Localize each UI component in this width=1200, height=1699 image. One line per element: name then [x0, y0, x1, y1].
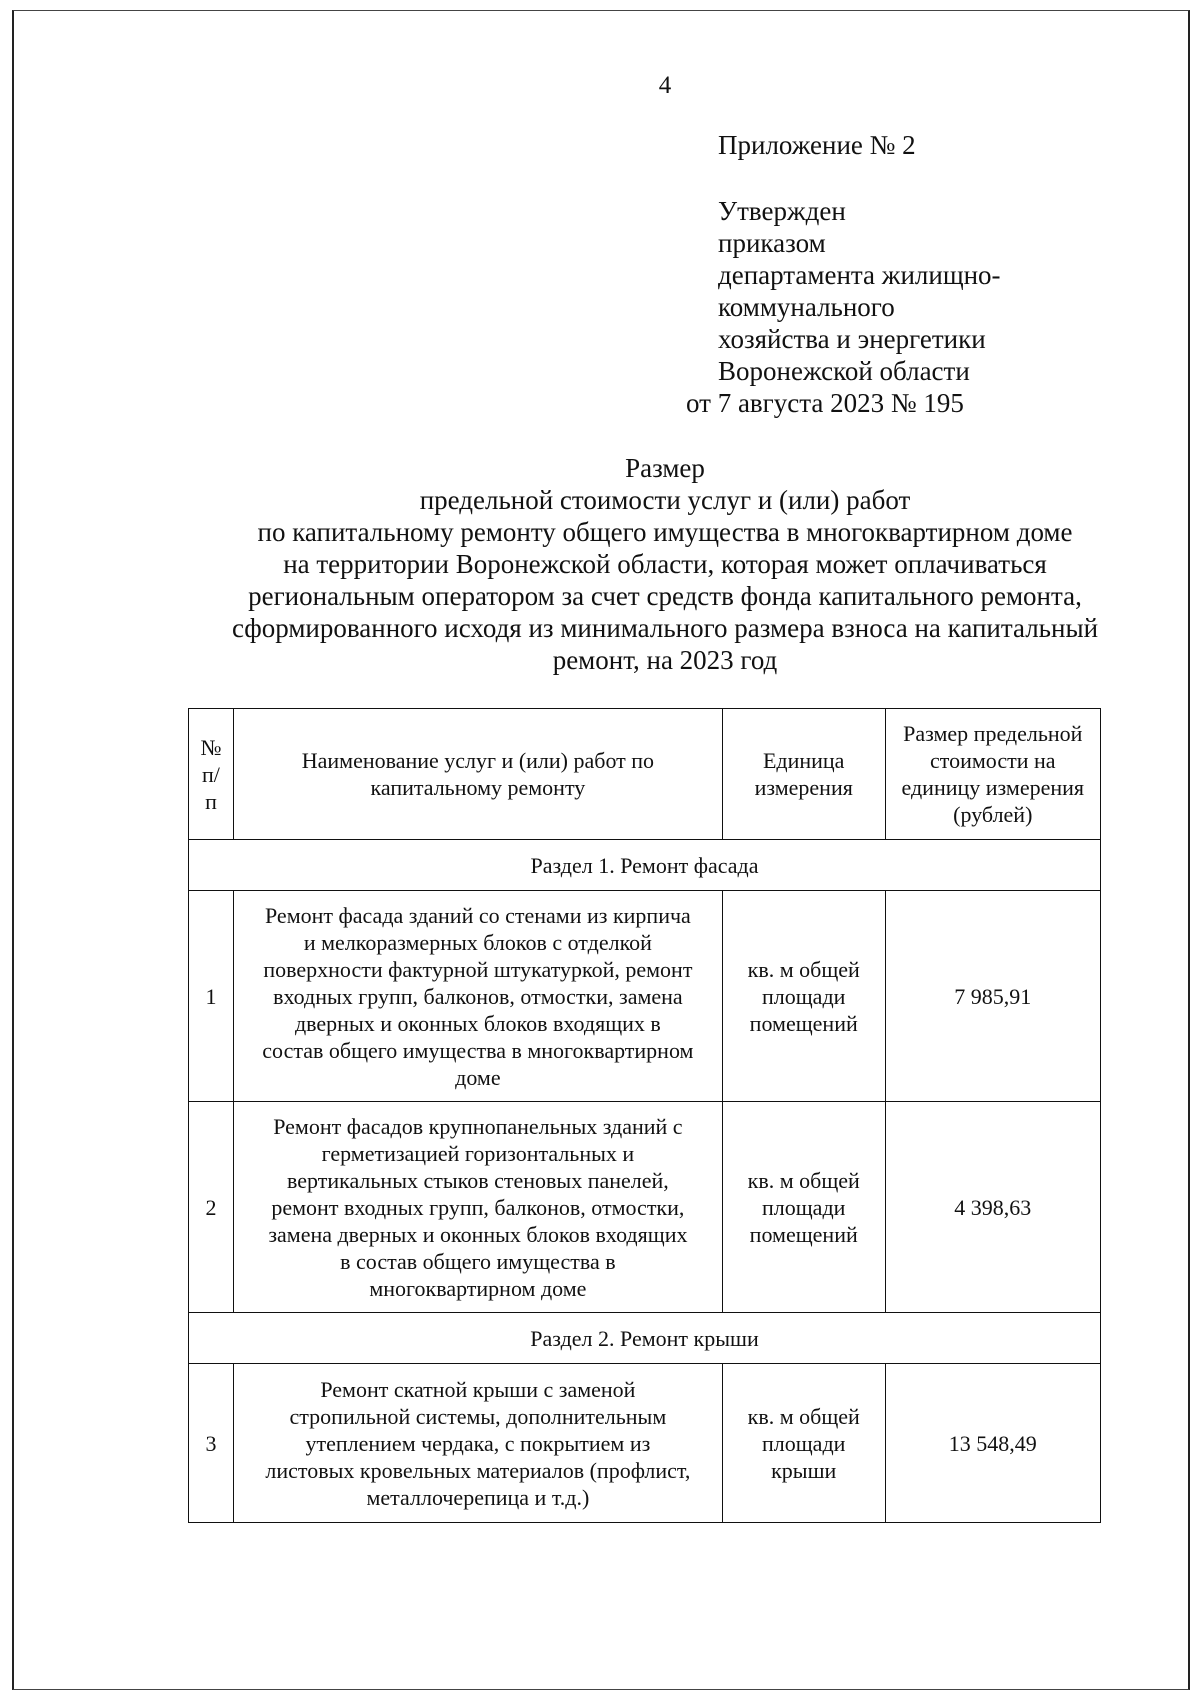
section-row — [189, 1313, 1101, 1364]
price-table — [188, 708, 1101, 1523]
title-line: Размер — [625, 453, 705, 483]
table-row — [189, 1364, 1101, 1523]
header-num: № п/п — [189, 709, 234, 840]
table-header-row — [189, 709, 1101, 840]
row-num: 1 — [189, 891, 234, 1102]
section-row — [189, 840, 1101, 891]
approval-line: хозяйства и энергетики — [718, 324, 986, 354]
approval-line: Утвержден — [718, 196, 846, 226]
approval-line: коммунального — [718, 292, 895, 322]
row-name: Ремонт фасада зданий со стенами из кирпича и мелкоразмерных блоков с отделкой поверхности фактурной штукатуркой, ремонт входных групп, балконов, отмостки, замена дверных и оконных блоков входящих в состав общего имущества в многоквартирном доме — [233, 891, 722, 1102]
row-num: 3 — [189, 1364, 234, 1523]
title-line: региональным оператором за счет средств фонда капитального ремонта, — [248, 581, 1082, 611]
title-line: ремонт, на 2023 год — [552, 645, 778, 675]
header-unit: Единица измерения — [722, 709, 885, 840]
approval-line: Воронежской области — [718, 356, 970, 386]
approval-block — [718, 195, 1001, 387]
table-row — [189, 1102, 1101, 1313]
header-name: Наименование услуг и (или) работ по капитальному ремонту — [233, 709, 722, 840]
page-number: 4 — [658, 72, 672, 99]
section-1-title: Раздел 1. Ремонт фасада — [189, 840, 1101, 891]
title-line: сформированного исходя из минимального размера взноса на капитальный — [231, 613, 1099, 643]
appendix-label: Приложение № 2 — [718, 130, 916, 160]
row-unit: кв. м общей площади помещений — [722, 1102, 885, 1313]
row-unit: кв. м общей площади крыши — [722, 1364, 885, 1523]
row-num: 2 — [189, 1102, 234, 1313]
document-title — [200, 452, 1130, 676]
title-line: предельной стоимости услуг и (или) работ — [419, 485, 911, 515]
approval-date: от 7 августа 2023 № 195 — [686, 388, 964, 418]
title-line: на территории Воронежской области, которая может оплачиваться — [283, 549, 1047, 579]
section-2-title: Раздел 2. Ремонт крыши — [189, 1313, 1101, 1364]
row-price: 4 398,63 — [885, 1102, 1100, 1313]
approval-line: приказом — [718, 228, 826, 258]
row-name: Ремонт фасадов крупнопанельных зданий с герметизацией горизонтальных и вертикальных стыков стеновых панелей, ремонт входных групп, балконов, отмостки, замена дверных и оконных блоков входящих в состав общего имущества в многоквартирном доме — [233, 1102, 722, 1313]
row-unit: кв. м общей площади помещений — [722, 891, 885, 1102]
approval-line: департамента жилищно- — [718, 260, 1001, 290]
row-name: Ремонт скатной крыши с заменой стропильной системы, дополнительным утеплением чердака, с покрытием из листовых кровельных материалов (профлист, металлочерепица и т.д.) — [233, 1364, 722, 1523]
row-price: 13 548,49 — [885, 1364, 1100, 1523]
title-line: по капитальному ремонту общего имущества в многоквартирном доме — [257, 517, 1073, 547]
table-row — [189, 891, 1101, 1102]
header-price: Размер предельной стоимости на единицу измерения (рублей) — [885, 709, 1100, 840]
row-price: 7 985,91 — [885, 891, 1100, 1102]
